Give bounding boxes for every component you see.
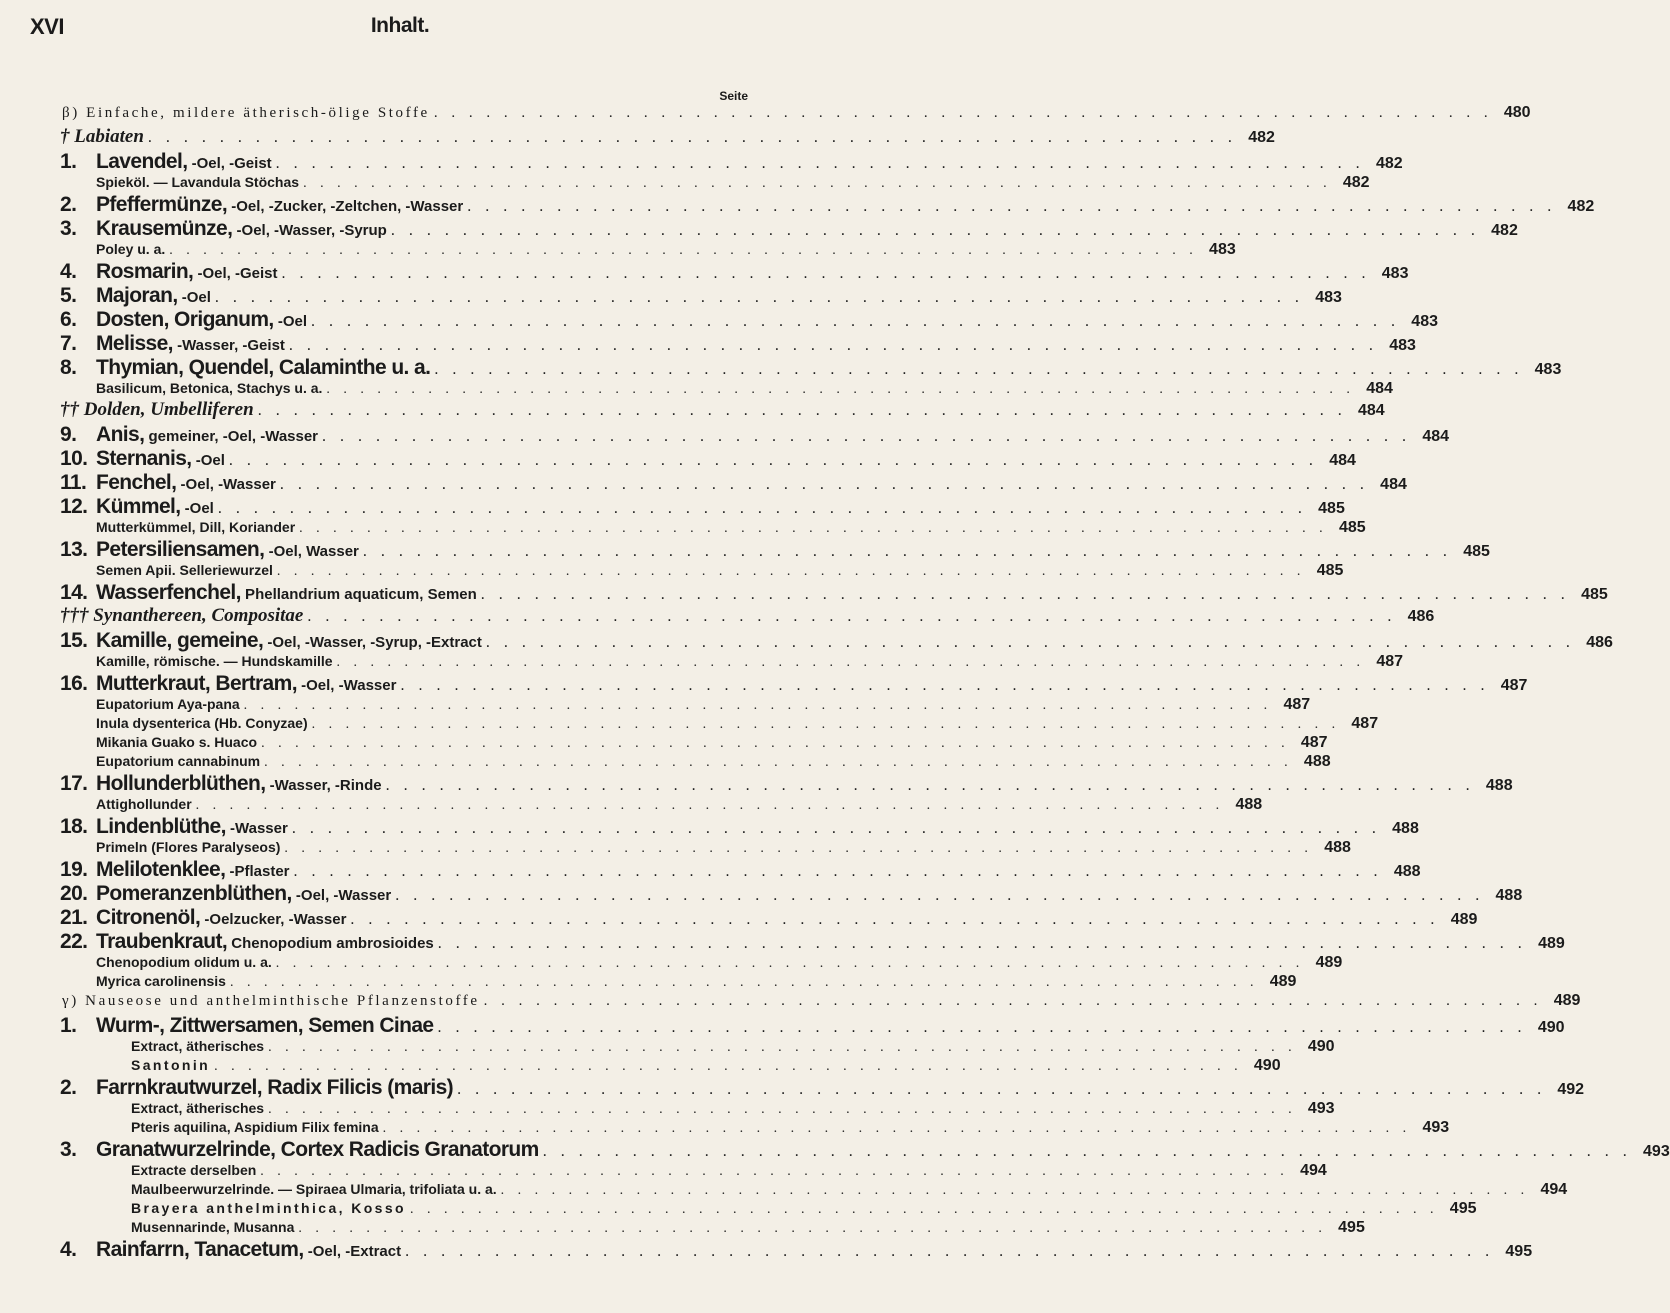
toc-entry-preparations: -Oel, -Wasser — [176, 476, 276, 493]
toc-entry-label: Kamille, römische. — Hundskamille — [96, 653, 333, 669]
toc-entry-title: Traubenkraut, — [96, 930, 228, 953]
leader-dots: . . . . . . . . . . . . . . . . . . . . . . . . . . . . . . . . . . . . . . . . . . . . . . . . . . . . . . . . . . . . . — [437, 935, 1527, 952]
leader-dots: . . . . . . . . . . . . . . . . . . . . . . . . . . . . . . . . . . . . . . . . . . . . . . . . . . . . . . . . . . . . . — [485, 634, 1575, 651]
toc-entry-page: 489 — [1538, 935, 1565, 952]
leader-dots: . . . . . . . . . . . . . . . . . . . . . . . . . . . . . . . . . . . . . . . . . . . . . . . . . . . . . . . . . . . . . — [434, 361, 1524, 378]
toc-entry-label: Santonin — [131, 1057, 211, 1073]
toc-entry-page: 484 — [1422, 428, 1450, 445]
toc-entry-page: 487 — [1283, 696, 1311, 713]
toc-entry-page: 485 — [1581, 586, 1608, 603]
toc-entry-label — [60, 629, 482, 653]
toc-entry — [0, 1076, 1585, 1100]
toc-entry — [0, 538, 1490, 562]
toc-entry-preparations: -Wasser, -Geist — [172, 337, 285, 354]
leader-dots: . . . . . . . . . . . . . . . . . . . . . . . . . . . . . . . . . . . . . . . . . . . . . . . . . . . . . . . . . . . . . — [410, 1202, 1439, 1217]
toc-entry-label: Maulbeerwurzelrinde. — Spiraea Ulmaria, trifoliata u. a. — [131, 1181, 497, 1197]
toc-entry-page: 494 — [1300, 1162, 1327, 1179]
toc-entry — [0, 1219, 1365, 1238]
toc-entry-preparations: -Oel, -Wasser — [291, 887, 392, 904]
toc-entry — [0, 1100, 1335, 1119]
toc-entry-label: Pteris aquilina, Aspidium Filix femina — [131, 1119, 379, 1135]
toc-entry-label — [60, 858, 290, 882]
toc-entry-page: 489 — [1315, 954, 1343, 971]
leader-dots: . . . . . . . . . . . . . . . . . . . . . . . . . . . . . . . . . . . . . . . . . . . . . . . . . . . . . . . . . . . . . — [281, 265, 1371, 282]
toc-entry-page: 490 — [1537, 1019, 1565, 1036]
leader-dots: . . . . . . . . . . . . . . . . . . . . . . . . . . . . . . . . . . . . . . . . . . . . . . . . . . . . . . . . . . . . . — [217, 500, 1307, 517]
toc-entry-number: 1. — [60, 1014, 77, 1037]
toc-entry-title: Krausemünze, — [96, 217, 233, 240]
toc-entry — [0, 260, 1409, 284]
leader-dots: . . . . . . . . . . . . . . . . . . . . . . . . . . . . . . . . . . . . . . . . . . . . . . . . . . . . . . . . . . . . . — [350, 911, 1440, 928]
toc-entry-number: 2. — [60, 1076, 77, 1099]
toc-entry-preparations: gemeiner, -Oel, -Wasser — [144, 428, 319, 445]
toc-entry-title: Melilotenklee, — [96, 858, 226, 881]
leader-dots: . . . . . . . . . . . . . . . . . . . . . . . . . . . . . . . . . . . . . . . . . . . . . . . . . . . . . . . . . . . . . — [385, 777, 1475, 794]
leader-dots: . . . . . . . . . . . . . . . . . . . . . . . . . . . . . . . . . . . . . . . . . . . . . . . . . . . . . . . . . . . . . — [336, 655, 1366, 670]
toc-entry — [0, 772, 1513, 796]
leader-dots: . . . . . . . . . . . . . . . . . . . . . . . . . . . . . . . . . . . . . . . . . . . . . . . . . . . . . . . . . . . . . — [268, 1040, 1297, 1055]
toc-entry-page: 495 — [1338, 1219, 1365, 1236]
toc-entry-page: 488 — [1485, 777, 1513, 794]
seite-column-label: Seite — [719, 89, 748, 103]
leader-dots: . . . . . . . . . . . . . . . . . . . . . . . . . . . . . . . . . . . . . . . . . . . . . . . . . . . . . . . . . . . . . — [307, 608, 1397, 625]
toc-entry — [0, 858, 1421, 882]
toc-entry-preparations: Chenopodium ambrosioides — [227, 935, 434, 952]
toc-entry — [0, 796, 1263, 815]
toc-entry-page: 482 — [1342, 174, 1370, 191]
leader-dots: . . . . . . . . . . . . . . . . . . . . . . . . . . . . . . . . . . . . . . . . . . . . . . . . . . . . . . . . . . . . . — [390, 222, 1480, 239]
toc-entry — [0, 882, 1523, 906]
toc-entry-page: 488 — [1495, 887, 1523, 904]
toc-entry-page: 488 — [1393, 863, 1421, 880]
toc-entry-label — [60, 772, 382, 796]
toc-entry — [0, 973, 1297, 992]
leader-dots: . . . . . . . . . . . . . . . . . . . . . . . . . . . . . . . . . . . . . . . . . . . . . . . . . . . . . . . . . . . . . — [243, 698, 1273, 713]
toc-entry-page: 493 — [1643, 1143, 1670, 1160]
toc-entry-page: 485 — [1463, 543, 1490, 560]
toc-entry-label — [60, 1138, 539, 1162]
toc-entry-title: Lindenblüthe, — [96, 815, 226, 838]
toc-entry-title: Farrnkrautwurzel, Radix Filicis (maris) — [96, 1076, 454, 1099]
toc-entry — [0, 104, 1531, 126]
toc-entry-label: † Labiaten — [60, 126, 144, 147]
toc-entry-number: 15. — [60, 629, 88, 652]
toc-entry-page: 488 — [1324, 839, 1351, 856]
toc-entry-number: 2. — [60, 193, 77, 216]
toc-entry — [0, 715, 1379, 734]
toc-entry — [0, 954, 1343, 973]
toc-entry — [0, 581, 1608, 605]
toc-entry-label — [60, 447, 225, 471]
toc-entry-page: 482 — [1248, 129, 1275, 146]
leader-dots: . . . . . . . . . . . . . . . . . . . . . . . . . . . . . . . . . . . . . . . . . . . . . . . . . . . . . . . . . . . . . — [275, 956, 1305, 971]
toc-entry-page: 483 — [1411, 313, 1438, 330]
toc-entry-label — [60, 495, 214, 519]
toc-entry-page: 482 — [1375, 155, 1403, 172]
toc-entry — [0, 672, 1528, 696]
toc-entry-page: 490 — [1307, 1038, 1335, 1055]
toc-entry — [0, 1119, 1450, 1138]
toc-entry-page: 482 — [1491, 222, 1518, 239]
table-of-contents — [0, 104, 1670, 1262]
leader-dots: . . . . . . . . . . . . . . . . . . . . . . . . . . . . . . . . . . . . . . . . . . . . . . . . . . . . . . . . . . . . . — [147, 129, 1237, 146]
toc-entry — [0, 399, 1385, 423]
toc-entry-title: Lavendel, — [96, 150, 188, 173]
leader-dots: . . . . . . . . . . . . . . . . . . . . . . . . . . . . . . . . . . . . . . . . . . . . . . . . . . . . . . . . . . . . . — [303, 176, 1332, 191]
toc-entry-page: 487 — [1351, 715, 1379, 732]
toc-entry-label — [60, 308, 307, 332]
leader-dots: . . . . . . . . . . . . . . . . . . . . . . . . . . . . . . . . . . . . . . . . . . . . . . . . . . . . . . . . . . . . . — [437, 1019, 1527, 1036]
toc-entry-preparations: -Oel, -Wasser, -Syrup, -Extract — [263, 634, 482, 651]
leader-dots: . . . . . . . . . . . . . . . . . . . . . . . . . . . . . . . . . . . . . . . . . . . . . . . . . . . . . . . . . . . . . — [214, 289, 1304, 306]
toc-entry-preparations: -Oel, -Geist — [193, 265, 278, 282]
toc-entry-label: Brayera anthelminthica, Kosso — [131, 1200, 406, 1216]
toc-entry — [0, 380, 1393, 399]
toc-entry-title: Granatwurzelrinde, Cortex Radicis Granatorum — [96, 1138, 539, 1161]
toc-entry — [0, 1138, 1670, 1162]
toc-entry — [0, 562, 1344, 581]
leader-dots: . . . . . . . . . . . . . . . . . . . . . . . . . . . . . . . . . . . . . . . . . . . . . . . . . . . . . . . . . . . . . — [293, 863, 1383, 880]
leader-dots: . . . . . . . . . . . . . . . . . . . . . . . . . . . . . . . . . . . . . . . . . . . . . . . . . . . . . . . . . . . . . — [457, 1081, 1547, 1098]
toc-entry — [0, 753, 1331, 772]
toc-entry-page: 483 — [1209, 241, 1236, 258]
toc-entry-number: 9. — [60, 423, 77, 446]
toc-entry-label: Myrica carolinensis — [96, 973, 226, 989]
toc-entry-label: Extracte derselben — [131, 1162, 257, 1178]
toc-entry-preparations: -Oel — [180, 500, 214, 517]
toc-entry — [0, 1181, 1568, 1200]
toc-entry-number: 17. — [60, 772, 88, 795]
toc-entry-label: Primeln (Flores Paralyseos) — [96, 839, 281, 855]
toc-entry-label: Attighollunder — [96, 796, 192, 812]
leader-dots: . . . . . . . . . . . . . . . . . . . . . . . . . . . . . . . . . . . . . . . . . . . . . . . . . . . . . . . . . . . . . — [261, 736, 1290, 751]
toc-entry-number: 12. — [60, 495, 88, 518]
toc-entry-number: 11. — [60, 471, 87, 494]
toc-entry-label: γ) Nauseose und anthelminthische Pflanzenstoffe — [62, 993, 480, 1009]
toc-entry-page: 492 — [1557, 1081, 1585, 1098]
toc-entry-number: 4. — [60, 260, 77, 283]
toc-entry-page: 485 — [1318, 500, 1345, 517]
toc-entry-label — [60, 193, 463, 217]
toc-entry-preparations: -Oel, -Wasser, -Syrup — [232, 222, 387, 239]
leader-dots: . . . . . . . . . . . . . . . . . . . . . . . . . . . . . . . . . . . . . . . . . . . . . . . . . . . . . . . . . . . . . — [311, 313, 1400, 330]
toc-entry-title: Rosmarin, — [96, 260, 194, 283]
leader-dots: . . . . . . . . . . . . . . . . . . . . . . . . . . . . . . . . . . . . . . . . . . . . . . . . . . . . . . . . . . . . . — [542, 1143, 1632, 1160]
leader-dots: . . . . . . . . . . . . . . . . . . . . . . . . . . . . . . . . . . . . . . . . . . . . . . . . . . . . . . . . . . . . . — [326, 382, 1355, 397]
toc-entry-number: 16. — [60, 672, 88, 695]
leader-dots: . . . . . . . . . . . . . . . . . . . . . . . . . . . . . . . . . . . . . . . . . . . . . . . . . . . . . . . . . . . . . — [195, 798, 1225, 813]
leader-dots: . . . . . . . . . . . . . . . . . . . . . . . . . . . . . . . . . . . . . . . . . . . . . . . . . . . . . . . . . . . . . — [299, 521, 1328, 536]
toc-entry-page: 484 — [1329, 452, 1356, 469]
toc-entry-number: 19. — [60, 858, 88, 881]
toc-entry-preparations: -Oelzucker, -Wasser — [200, 911, 347, 928]
leader-dots: . . . . . . . . . . . . . . . . . . . . . . . . . . . . . . . . . . . . . . . . . . . . . . . . . . . . . . . . . . . . . — [467, 198, 1557, 215]
toc-entry — [0, 447, 1356, 471]
toc-entry-label: Poley u. a. — [96, 241, 166, 257]
toc-entry-label: Musennarinde, Musanna — [131, 1219, 295, 1235]
toc-entry — [0, 629, 1613, 653]
toc-entry-title: Anis, — [96, 423, 145, 446]
toc-entry-page: 480 — [1503, 104, 1531, 121]
toc-entry-page: 483 — [1389, 337, 1416, 354]
toc-entry-page: 482 — [1567, 198, 1595, 215]
leader-dots: . . . . . . . . . . . . . . . . . . . . . . . . . . . . . . . . . . . . . . . . . . . . . . . . . . . . . . . . . . . . . — [400, 677, 1490, 694]
leader-dots: . . . . . . . . . . . . . . . . . . . . . . . . . . . . . . . . . . . . . . . . . . . . . . . . . . . . . . . . . . . . . — [322, 428, 1412, 445]
leader-dots: . . . . . . . . . . . . . . . . . . . . . . . . . . . . . . . . . . . . . . . . . . . . . . . . . . . . . . . . . . . . . — [260, 1164, 1289, 1179]
toc-entry — [0, 126, 1275, 150]
toc-entry-preparations: -Oel, -Zucker, -Zeltchen, -Wasser — [227, 198, 464, 215]
toc-entry — [0, 605, 1435, 629]
toc-entry-number: 3. — [60, 1138, 77, 1161]
toc-entry-page: 495 — [1505, 1243, 1533, 1260]
toc-entry-label: Extract, ätherisches — [131, 1038, 265, 1054]
toc-entry-label: Semen Apii. Selleriewurzel — [96, 562, 273, 578]
toc-entry-label — [60, 672, 396, 696]
leader-dots: . . . . . . . . . . . . . . . . . . . . . . . . . . . . . . . . . . . . . . . . . . . . . . . . . . . . . . . . . . . . . — [288, 337, 1378, 354]
toc-entry-title: Kamille, gemeine, — [96, 629, 264, 652]
toc-entry-label — [60, 423, 318, 447]
toc-entry-label — [60, 471, 276, 495]
toc-entry-number: 20. — [60, 882, 88, 905]
toc-entry-title: Thymian, Quendel, Calaminthe u. a. — [96, 356, 431, 379]
toc-entry-label — [60, 906, 346, 930]
toc-entry-number: 8. — [60, 356, 77, 379]
toc-entry-preparations: -Oel, -Extract — [303, 1243, 402, 1260]
toc-entry-title: Rainfarrn, Tanacetum, — [96, 1238, 304, 1261]
leader-dots: . . . . . . . . . . . . . . . . . . . . . . . . . . . . . . . . . . . . . . . . . . . . . . . . . . . . . . . . . . . . . — [298, 1221, 1327, 1236]
toc-entry-page: 488 — [1303, 753, 1331, 770]
toc-entry-title: Pomeranzenblüthen, — [96, 882, 292, 905]
toc-entry-label — [60, 1238, 401, 1262]
toc-entry-label: †† Dolden, Umbelliferen — [60, 399, 254, 420]
toc-entry-number: 21. — [60, 906, 88, 929]
toc-entry-label — [60, 930, 434, 954]
leader-dots: . . . . . . . . . . . . . . . . . . . . . . . . . . . . . . . . . . . . . . . . . . . . . . . . . . . . . . . . . . . . . — [268, 1102, 1297, 1117]
toc-entry-label — [60, 1076, 453, 1100]
toc-entry-preparations: -Oel, Wasser — [264, 543, 359, 560]
toc-entry-title: Majoran, — [96, 284, 178, 307]
toc-entry — [0, 992, 1581, 1014]
toc-entry — [0, 193, 1595, 217]
toc-entry — [0, 174, 1370, 193]
toc-entry — [0, 906, 1478, 930]
toc-entry-page: 483 — [1381, 265, 1409, 282]
toc-entry-label: Extract, ätherisches — [131, 1100, 265, 1116]
toc-entry-label — [60, 538, 359, 562]
toc-entry — [0, 308, 1438, 332]
toc-entry-page: 493 — [1422, 1119, 1450, 1136]
toc-entry-title: Kümmel, — [96, 495, 181, 518]
toc-entry-title: Mutterkraut, Bertram, — [96, 672, 297, 695]
toc-entry — [0, 150, 1403, 174]
page-title: Inhalt. — [370, 14, 430, 37]
toc-entry — [0, 930, 1565, 954]
toc-entry-title: Wurm-, Zittwersamen, Semen Cinae — [96, 1014, 434, 1037]
toc-entry-preparations: -Pflaster — [225, 863, 290, 880]
toc-entry-page: 484 — [1357, 402, 1385, 419]
leader-dots: . . . . . . . . . . . . . . . . . . . . . . . . . . . . . . . . . . . . . . . . . . . . . . . . . . . . . . . . . . . . . — [480, 586, 1570, 603]
toc-entry-label: Spieköl. — Lavandula Stöchas — [96, 174, 300, 190]
toc-entry-page: 487 — [1500, 677, 1528, 694]
leader-dots: . . . . . . . . . . . . . . . . . . . . . . . . . . . . . . . . . . . . . . . . . . . . . . . . . . . . . . . . . . . . . — [500, 1183, 1530, 1198]
toc-entry — [0, 423, 1450, 447]
toc-entry-label: Inula dysenterica (Hb. Conyzae) — [96, 715, 308, 731]
leader-dots: . . . . . . . . . . . . . . . . . . . . . . . . . . . . . . . . . . . . . . . . . . . . . . . . . . . . . . . . . . . . . — [284, 841, 1313, 856]
toc-entry-label — [60, 581, 477, 605]
toc-entry-page: 493 — [1307, 1100, 1335, 1117]
toc-entry — [0, 815, 1419, 839]
leader-dots: . . . . . . . . . . . . . . . . . . . . . . . . . . . . . . . . . . . . . . . . . . . . . . . . . . . . . . . . . . . . . — [169, 243, 1198, 258]
toc-entry-label: Eupatorium cannabinum — [96, 753, 261, 769]
toc-entry — [0, 1162, 1327, 1181]
toc-entry-page: 490 — [1253, 1057, 1281, 1074]
toc-entry — [0, 696, 1311, 715]
toc-entry-label — [60, 1014, 434, 1038]
leader-dots: . . . . . . . . . . . . . . . . . . . . . . . . . . . . . . . . . . . . . . . . . . . . . . . . . . . . . . . . . . . . . — [257, 402, 1347, 419]
toc-entry — [0, 734, 1328, 753]
toc-entry-label — [60, 260, 277, 284]
toc-entry-number: 14. — [60, 581, 88, 604]
toc-entry-label — [60, 284, 211, 308]
toc-entry-page: 484 — [1366, 380, 1393, 397]
toc-entry-title: Fenchel, — [96, 471, 177, 494]
toc-entry-page: 485 — [1338, 519, 1366, 536]
leader-dots: . . . . . . . . . . . . . . . . . . . . . . . . . . . . . . . . . . . . . . . . . . . . . . . . . . . . . . . . . . . . . — [279, 476, 1369, 493]
toc-entry-number: 6. — [60, 308, 77, 331]
toc-entry-label: ††† Synanthereen, Compositae — [60, 605, 304, 626]
toc-entry-page: 484 — [1380, 476, 1407, 493]
toc-entry-label: Mikania Guako s. Huaco — [96, 734, 258, 750]
toc-entry — [0, 356, 1562, 380]
toc-entry-page: 486 — [1586, 634, 1613, 651]
toc-entry-title: Sternanis, — [96, 447, 192, 470]
toc-entry — [0, 241, 1236, 260]
toc-entry-page: 489 — [1553, 992, 1581, 1009]
leader-dots: . . . . . . . . . . . . . . . . . . . . . . . . . . . . . . . . . . . . . . . . . . . . . . . . . . . . . . . . . . . . . — [382, 1121, 1412, 1136]
toc-entry-number: 5. — [60, 284, 77, 307]
toc-entry — [0, 217, 1518, 241]
toc-entry-label: β) Einfache, mildere ätherisch-ölige Stoffe — [62, 105, 430, 121]
leader-dots: . . . . . . . . . . . . . . . . . . . . . . . . . . . . . . . . . . . . . . . . . . . . . . . . . . . . . . . . . . . . . — [264, 755, 1293, 770]
toc-entry-label: Chenopodium olidum u. a. — [96, 954, 272, 970]
toc-entry-page: 487 — [1376, 653, 1404, 670]
page-header — [0, 6, 800, 46]
toc-entry-number: 7. — [60, 332, 77, 355]
toc-entry-label — [60, 217, 387, 241]
toc-entry-number: 18. — [60, 815, 88, 838]
toc-entry-title: Melisse, — [96, 332, 173, 355]
toc-entry-preparations: -Oel — [191, 452, 225, 469]
leader-dots: . . . . . . . . . . . . . . . . . . . . . . . . . . . . . . . . . . . . . . . . . . . . . . . . . . . . . . . . . . . . . — [214, 1059, 1243, 1074]
toc-entry-page: 488 — [1392, 820, 1419, 837]
toc-entry-title: Petersiliensamen, — [96, 538, 265, 561]
toc-entry — [0, 495, 1345, 519]
toc-entry-page: 483 — [1534, 361, 1562, 378]
toc-entry-page: 488 — [1235, 796, 1263, 813]
toc-entry-title: Dosten, Origanum, — [96, 308, 274, 331]
toc-entry-number: 3. — [60, 217, 77, 240]
toc-entry-preparations: Phellandrium aquaticum, Semen — [240, 586, 477, 603]
toc-entry-number: 4. — [60, 1238, 77, 1261]
page-number-roman: XVI — [30, 14, 64, 39]
leader-dots: . . . . . . . . . . . . . . . . . . . . . . . . . . . . . . . . . . . . . . . . . . . . . . . . . . . . . . . . . . . . . — [228, 452, 1318, 469]
toc-entry-label: Basilicum, Betonica, Stachys u. a. — [96, 380, 323, 396]
toc-entry-page: 489 — [1450, 911, 1478, 928]
toc-entry-label: Eupatorium Aya-pana — [96, 696, 240, 712]
toc-entry-preparations: -Oel, -Geist — [187, 155, 272, 172]
leader-dots: . . . . . . . . . . . . . . . . . . . . . . . . . . . . . . . . . . . . . . . . . . . . . . . . . . . . . . . . . . . . . — [229, 975, 1259, 990]
toc-entry-number: 22. — [60, 930, 88, 953]
toc-entry-page: 489 — [1269, 973, 1297, 990]
toc-entry-number: 13. — [60, 538, 88, 561]
toc-entry-label — [60, 150, 272, 174]
toc-entry — [0, 839, 1351, 858]
toc-entry-preparations: -Wasser — [225, 820, 288, 837]
toc-entry-title: Hollunderblüthen, — [96, 772, 266, 795]
leader-dots: . . . . . . . . . . . . . . . . . . . . . . . . . . . . . . . . . . . . . . . . . . . . . . . . . . . . . . . . . . . . . — [483, 993, 1543, 1009]
leader-dots: . . . . . . . . . . . . . . . . . . . . . . . . . . . . . . . . . . . . . . . . . . . . . . . . . . . . . . . . . . . . . — [405, 1243, 1495, 1260]
toc-entry-number: 1. — [60, 150, 77, 173]
toc-entry-page: 483 — [1315, 289, 1342, 306]
leader-dots: . . . . . . . . . . . . . . . . . . . . . . . . . . . . . . . . . . . . . . . . . . . . . . . . . . . . . . . . . . . . . — [433, 105, 1493, 121]
toc-entry-preparations: -Oel — [177, 289, 211, 306]
toc-entry-page: 485 — [1316, 562, 1344, 579]
leader-dots: . . . . . . . . . . . . . . . . . . . . . . . . . . . . . . . . . . . . . . . . . . . . . . . . . . . . . . . . . . . . . — [395, 887, 1485, 904]
toc-entry — [0, 1238, 1533, 1262]
leader-dots: . . . . . . . . . . . . . . . . . . . . . . . . . . . . . . . . . . . . . . . . . . . . . . . . . . . . . . . . . . . . . — [276, 564, 1306, 579]
toc-entry — [0, 332, 1416, 356]
toc-entry-label — [60, 332, 285, 356]
toc-entry-page: 487 — [1300, 734, 1328, 751]
toc-entry-label — [60, 882, 391, 906]
toc-entry-label — [60, 356, 430, 380]
toc-entry-number: 10. — [60, 447, 88, 470]
leader-dots: . . . . . . . . . . . . . . . . . . . . . . . . . . . . . . . . . . . . . . . . . . . . . . . . . . . . . . . . . . . . . — [362, 543, 1452, 560]
toc-entry — [0, 1038, 1335, 1057]
toc-entry-preparations: -Oel — [273, 313, 307, 330]
toc-entry-title: Citronenöl, — [96, 906, 201, 929]
toc-entry — [0, 1200, 1477, 1219]
toc-entry-page: 495 — [1449, 1200, 1477, 1217]
toc-entry — [0, 284, 1342, 308]
toc-entry-page: 486 — [1407, 608, 1435, 625]
toc-entry-label: Mutterkümmel, Dill, Koriander — [96, 519, 296, 535]
leader-dots: . . . . . . . . . . . . . . . . . . . . . . . . . . . . . . . . . . . . . . . . . . . . . . . . . . . . . . . . . . . . . — [275, 155, 1365, 172]
toc-entry — [0, 1057, 1281, 1076]
toc-entry-preparations: -Wasser, -Rinde — [265, 777, 382, 794]
toc-entry — [0, 519, 1366, 538]
leader-dots: . . . . . . . . . . . . . . . . . . . . . . . . . . . . . . . . . . . . . . . . . . . . . . . . . . . . . . . . . . . . . — [311, 717, 1341, 732]
leader-dots: . . . . . . . . . . . . . . . . . . . . . . . . . . . . . . . . . . . . . . . . . . . . . . . . . . . . . . . . . . . . . — [291, 820, 1381, 837]
toc-entry-title: Wasserfenchel, — [96, 581, 241, 604]
toc-entry — [0, 653, 1404, 672]
toc-entry — [0, 1014, 1565, 1038]
toc-entry-preparations: -Oel, -Wasser — [296, 677, 397, 694]
toc-entry — [0, 471, 1407, 495]
toc-entry-label — [60, 815, 288, 839]
toc-entry-title: Pfeffermünze, — [96, 193, 228, 216]
toc-entry-page: 494 — [1540, 1181, 1568, 1198]
